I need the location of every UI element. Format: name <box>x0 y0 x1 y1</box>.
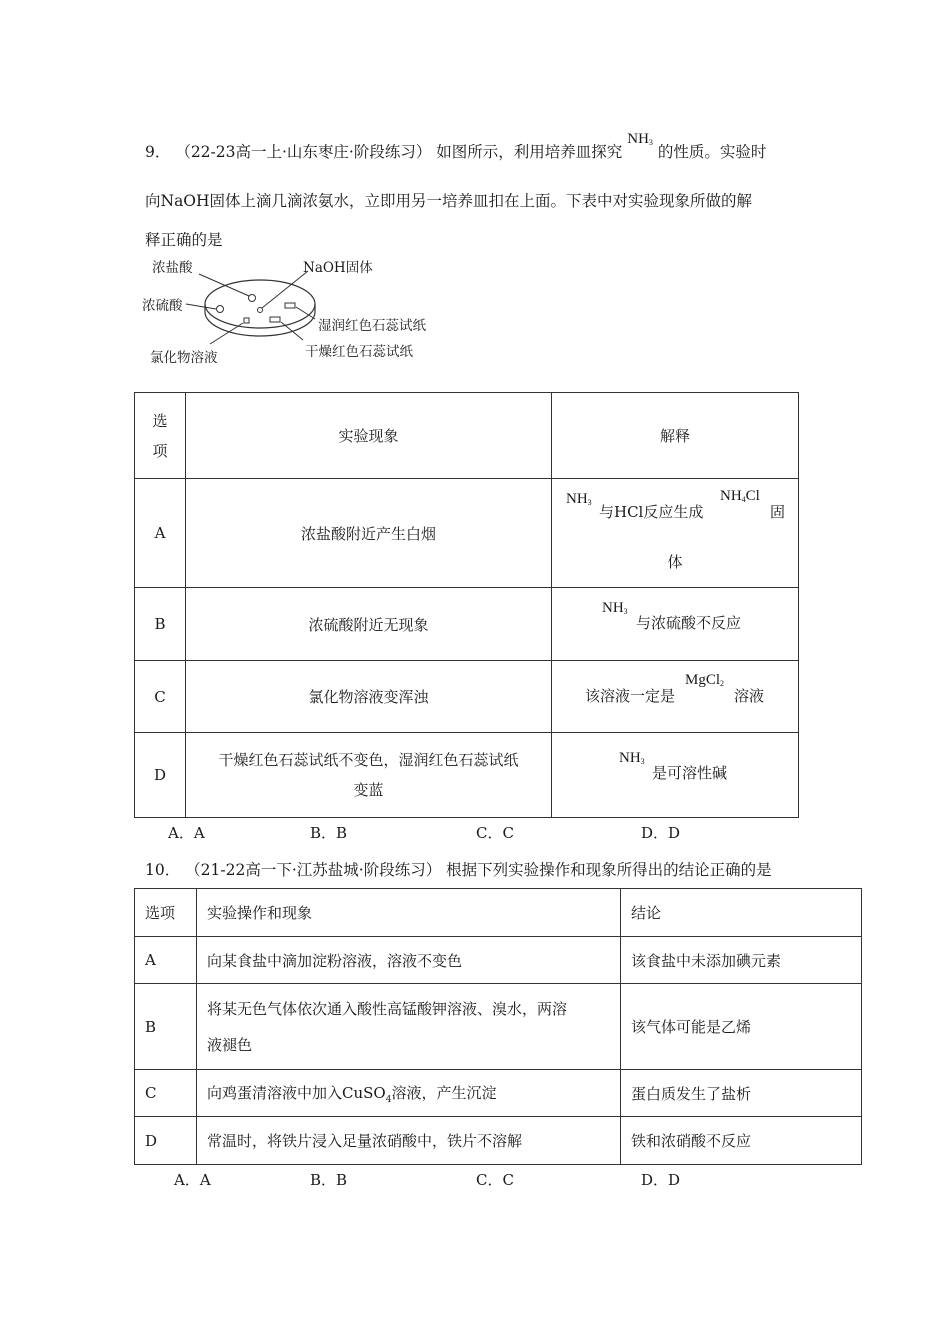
q10-option-d[interactable]: D．D <box>641 1171 681 1189</box>
row-a-explanation-tail-1: 固 <box>770 503 786 521</box>
q10-header-operation: 实验操作和现象 <box>197 889 621 937</box>
q10-row-d-conclusion: 铁和浓硝酸不反应 <box>621 1117 862 1165</box>
q9-option-d[interactable]: D．D <box>641 824 681 842</box>
row-c-phenomenon: 氯化物溶液变浑浊 <box>186 661 552 733</box>
q9-text-3: 释正确的是 <box>145 231 223 249</box>
table-row <box>135 1117 862 1165</box>
q9-option-c[interactable]: C．C <box>476 824 514 842</box>
label-wet-litmus: 湿润红色石蕊试纸 <box>318 318 426 334</box>
row-b-explanation-text: 与浓硫酸不反应 <box>636 614 742 632</box>
row-a-explanation-mid: 与HCl反应生成 <box>599 503 704 521</box>
row-d-explanation <box>552 733 799 818</box>
q10-row-d-operation: 常温时，将铁片浸入足量浓硝酸中，铁片不溶解 <box>197 1117 621 1165</box>
row-c-explanation-pre: 该溶液一定是 <box>585 687 676 705</box>
formula-mgcl2: MgCl$_2$ <box>685 672 725 688</box>
row-a-option: A <box>135 479 186 588</box>
q9-option-b[interactable]: B．B <box>310 824 348 842</box>
row-d-explanation-text: 是可溶性碱 <box>652 764 728 782</box>
q10-source: （21-22高一下·江苏盐城·阶段练习） <box>185 861 442 879</box>
q9-options <box>0 822 950 844</box>
row-b-explanation <box>552 588 799 661</box>
q10-option-c[interactable]: C．C <box>476 1171 514 1189</box>
q10-row-a-option: A <box>135 937 197 984</box>
q9-formula-nh3: $NH_3$ <box>627 131 653 147</box>
row-b-phenomenon: 浓硫酸附近无现象 <box>186 588 552 661</box>
q9-header-option: 选 项 <box>135 393 186 479</box>
petri-dish-diagram <box>140 252 470 370</box>
q9-table-header <box>135 393 799 479</box>
q10-number: 10． <box>145 861 181 879</box>
q10-header-option: 选项 <box>135 889 197 937</box>
q9-header-phenomenon: 实验现象 <box>186 393 552 479</box>
q10-table <box>134 888 862 1165</box>
formula-nh3: $NH_3$ <box>602 600 628 616</box>
row-c-explanation-post: 溶液 <box>734 687 765 705</box>
table-row <box>135 733 799 818</box>
formula-nh3: $NH_3$ <box>619 750 645 766</box>
table-row <box>135 588 799 661</box>
row-a-explanation-tail-2: 体 <box>667 553 683 571</box>
q9-number: 9． <box>145 143 171 161</box>
q9-source: （22-23高一上·山东枣庄·阶段练习） <box>175 143 432 161</box>
q10-options <box>0 1169 950 1191</box>
table-row <box>135 1070 862 1117</box>
table-row <box>135 984 862 1070</box>
label-conc-hcl: 浓盐酸 <box>152 260 193 276</box>
row-c-option: C <box>135 661 186 733</box>
q10-row-d-option: D <box>135 1117 197 1165</box>
label-conc-h2so4: 浓硫酸 <box>142 298 183 314</box>
table-row <box>135 661 799 733</box>
row-d-phenomenon: 干燥红色石蕊试纸不变色，湿润红色石蕊试纸 变蓝 <box>186 733 552 818</box>
table-row <box>135 937 862 984</box>
row-c-explanation <box>552 661 799 733</box>
label-naoh-solid: NaOH固体 <box>303 260 373 276</box>
q10-text: 根据下列实验操作和现象所得出的结论正确的是 <box>446 861 772 879</box>
q10-header-conclusion: 结论 <box>621 889 862 937</box>
row-b-option: B <box>135 588 186 661</box>
q10-row-a-conclusion: 该食盐中未添加碘元素 <box>621 937 862 984</box>
q9-text-1-post: 的性质。实验时 <box>657 143 767 161</box>
q10-line <box>145 858 772 880</box>
row-d-option: D <box>135 733 186 818</box>
q10-row-b-conclusion: 该气体可能是乙烯 <box>621 984 862 1070</box>
q9-option-a[interactable]: A．A <box>168 824 205 842</box>
formula-nh3: $NH_3$ <box>566 491 592 507</box>
q10-row-c-conclusion: 蛋白质发生了盐析 <box>621 1070 862 1117</box>
label-chloride-solution: 氯化物溶液 <box>150 350 218 366</box>
q9-line-1 <box>145 131 767 162</box>
q9-text-2: 向NaOH固体上滴几滴浓氨水，立即用另一培养皿扣在上面。下表中对实验现象所做的解 <box>145 192 753 210</box>
formula-nh4cl: $NH_4Cl$ <box>720 488 760 504</box>
q10-row-b-option: B <box>135 984 197 1070</box>
q10-row-c-operation: 向鸡蛋清溶液中加入CuSO$_4$溶液，产生沉淀 <box>197 1070 621 1117</box>
q10-option-a[interactable]: A．A <box>174 1171 211 1189</box>
q9-text-1-pre: 如图所示，利用培养皿探究 <box>436 143 623 161</box>
q10-option-b[interactable]: B．B <box>310 1171 348 1189</box>
q10-row-c-option: C <box>135 1070 197 1117</box>
q9-table <box>134 392 799 818</box>
q10-table-header <box>135 889 862 937</box>
q9-header-explanation: 解释 <box>552 393 799 479</box>
row-a-explanation <box>552 479 799 588</box>
q10-row-b-operation: 将某无色气体依次通入酸性高锰酸钾溶液、溴水，两溶 液褪色 <box>197 984 621 1070</box>
q10-row-a-operation: 向某食盐中滴加淀粉溶液，溶液不变色 <box>197 937 621 984</box>
label-dry-litmus: 干燥红色石蕊试纸 <box>305 344 413 360</box>
table-row <box>135 479 799 588</box>
row-a-phenomenon: 浓盐酸附近产生白烟 <box>186 479 552 588</box>
